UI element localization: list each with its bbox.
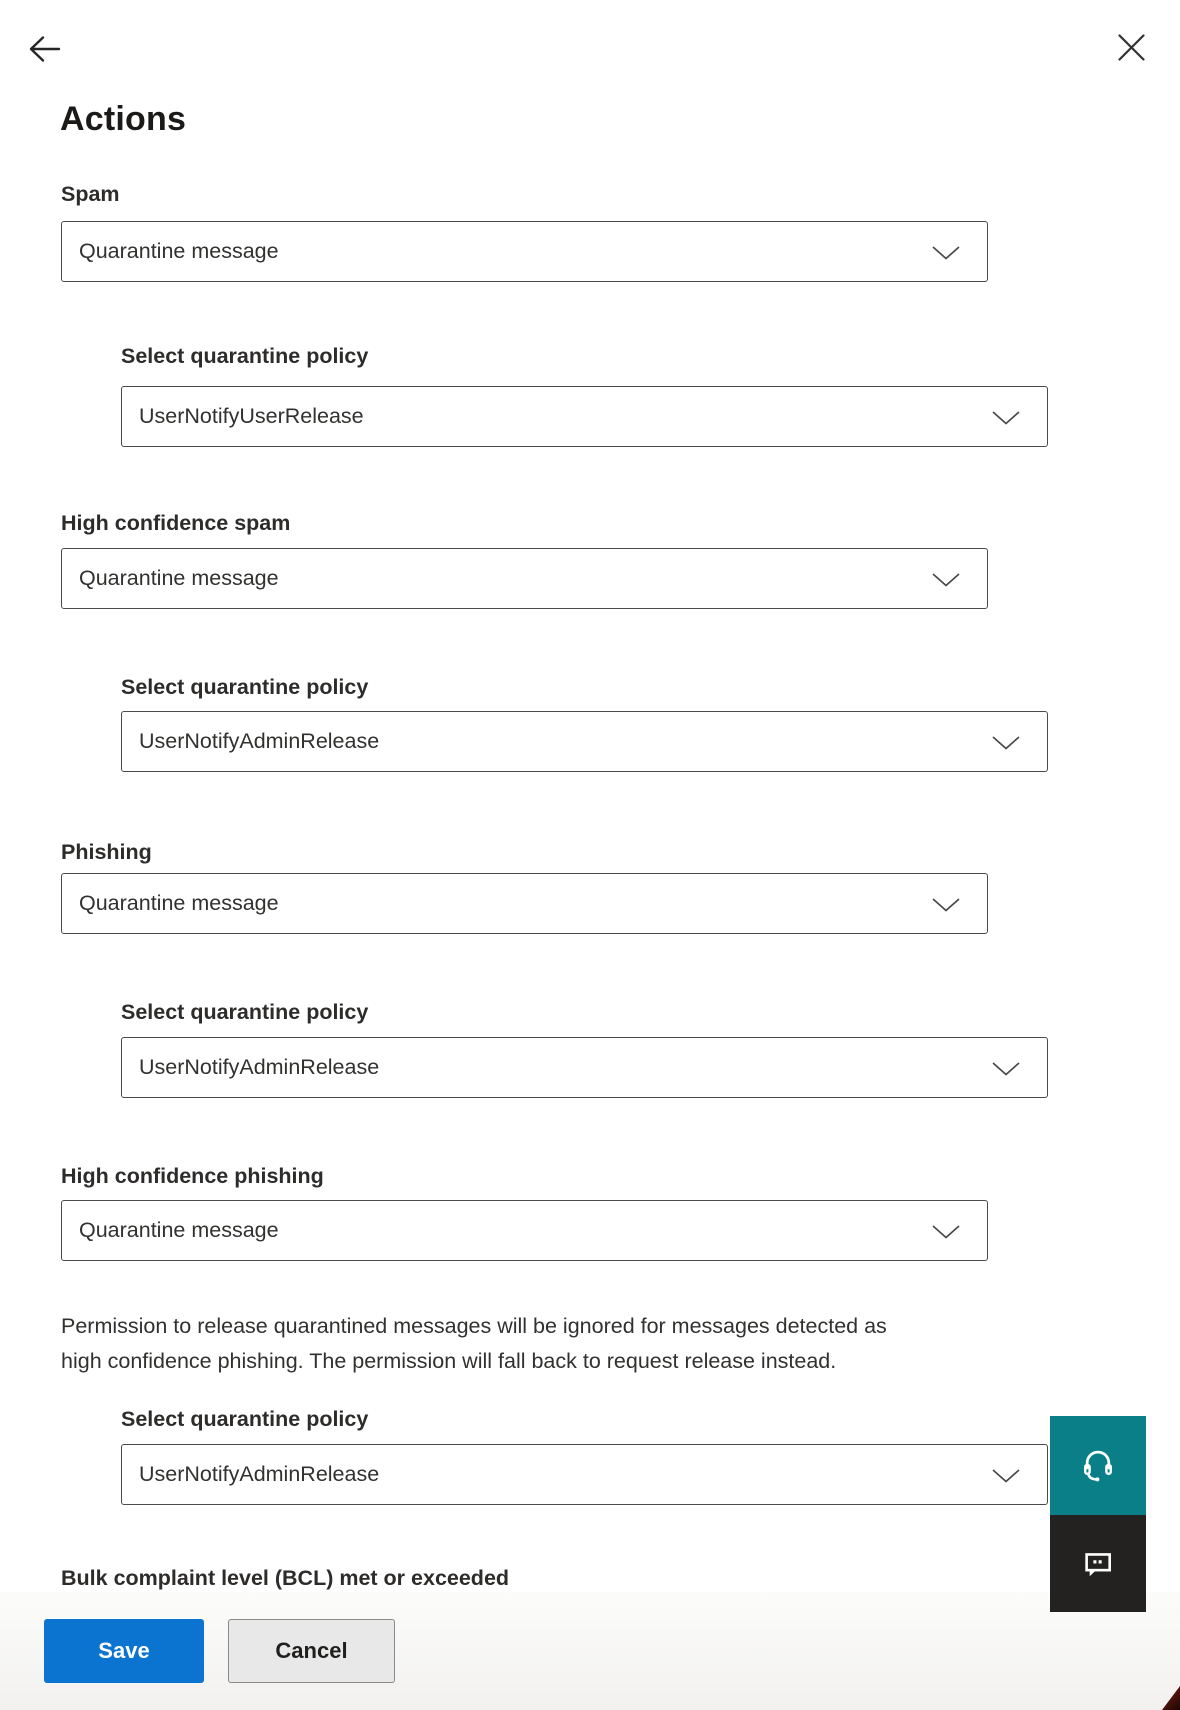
spam-policy-label: Select quarantine policy [121,344,369,368]
chevron-down-icon [931,243,961,261]
close-button[interactable] [1110,26,1152,68]
headset-icon [1078,1445,1118,1487]
high-confidence-spam-policy-value: UserNotifyAdminRelease [139,729,380,753]
bulk-complaint-level-label: Bulk complaint level (BCL) met or exceeded [61,1566,510,1590]
chevron-down-icon [991,1466,1021,1484]
high-confidence-spam-action-select[interactable] [61,548,988,609]
phishing-policy-value: UserNotifyAdminRelease [139,1055,380,1079]
page-title: Actions [60,100,187,138]
high-confidence-phishing-policy-label: Select quarantine policy [121,1407,369,1431]
feedback-button[interactable] [1050,1515,1146,1612]
phishing-policy-label: Select quarantine policy [121,1000,369,1024]
high-confidence-spam-policy-select[interactable] [121,711,1048,772]
phishing-policy-select[interactable] [121,1037,1048,1098]
high-confidence-phishing-policy-select[interactable] [121,1444,1048,1505]
high-confidence-phishing-action-select[interactable] [61,1200,988,1261]
chevron-down-icon [931,570,961,588]
spam-action-value: Quarantine message [79,239,279,263]
chat-icon [1078,1544,1118,1584]
spam-policy-value: UserNotifyUserRelease [139,404,364,428]
phishing-label: Phishing [61,840,152,864]
note-line-1: Permission to release quarantined messages will be ignored for messages detected as [61,1314,887,1338]
chevron-down-icon [991,733,1021,751]
help-support-button[interactable] [1050,1416,1146,1515]
close-icon [1118,34,1145,61]
high-confidence-phishing-action-value: Quarantine message [79,1218,279,1242]
high-confidence-phishing-note [61,1309,1071,1379]
note-line-2: high confidence phishing. The permission will fall back to request release instead. [61,1349,837,1373]
cancel-button[interactable]: Cancel [228,1619,395,1683]
spam-label: Spam [61,182,120,206]
high-confidence-phishing-policy-value: UserNotifyAdminRelease [139,1462,380,1486]
back-arrow-icon [28,33,62,65]
chevron-down-icon [991,408,1021,426]
save-button[interactable]: Save [44,1619,204,1683]
high-confidence-phishing-label: High confidence phishing [61,1164,324,1188]
chevron-down-icon [931,895,961,913]
chevron-down-icon [991,1059,1021,1077]
high-confidence-spam-policy-label: Select quarantine policy [121,675,369,699]
phishing-action-select[interactable] [61,873,988,934]
spam-action-select[interactable] [61,221,988,282]
back-button[interactable] [24,28,66,70]
high-confidence-spam-label: High confidence spam [61,511,291,535]
footer-bar [0,1592,1180,1710]
high-confidence-spam-action-value: Quarantine message [79,566,279,590]
phishing-action-value: Quarantine message [79,891,279,915]
spam-policy-select[interactable] [121,386,1048,447]
chevron-down-icon [931,1222,961,1240]
